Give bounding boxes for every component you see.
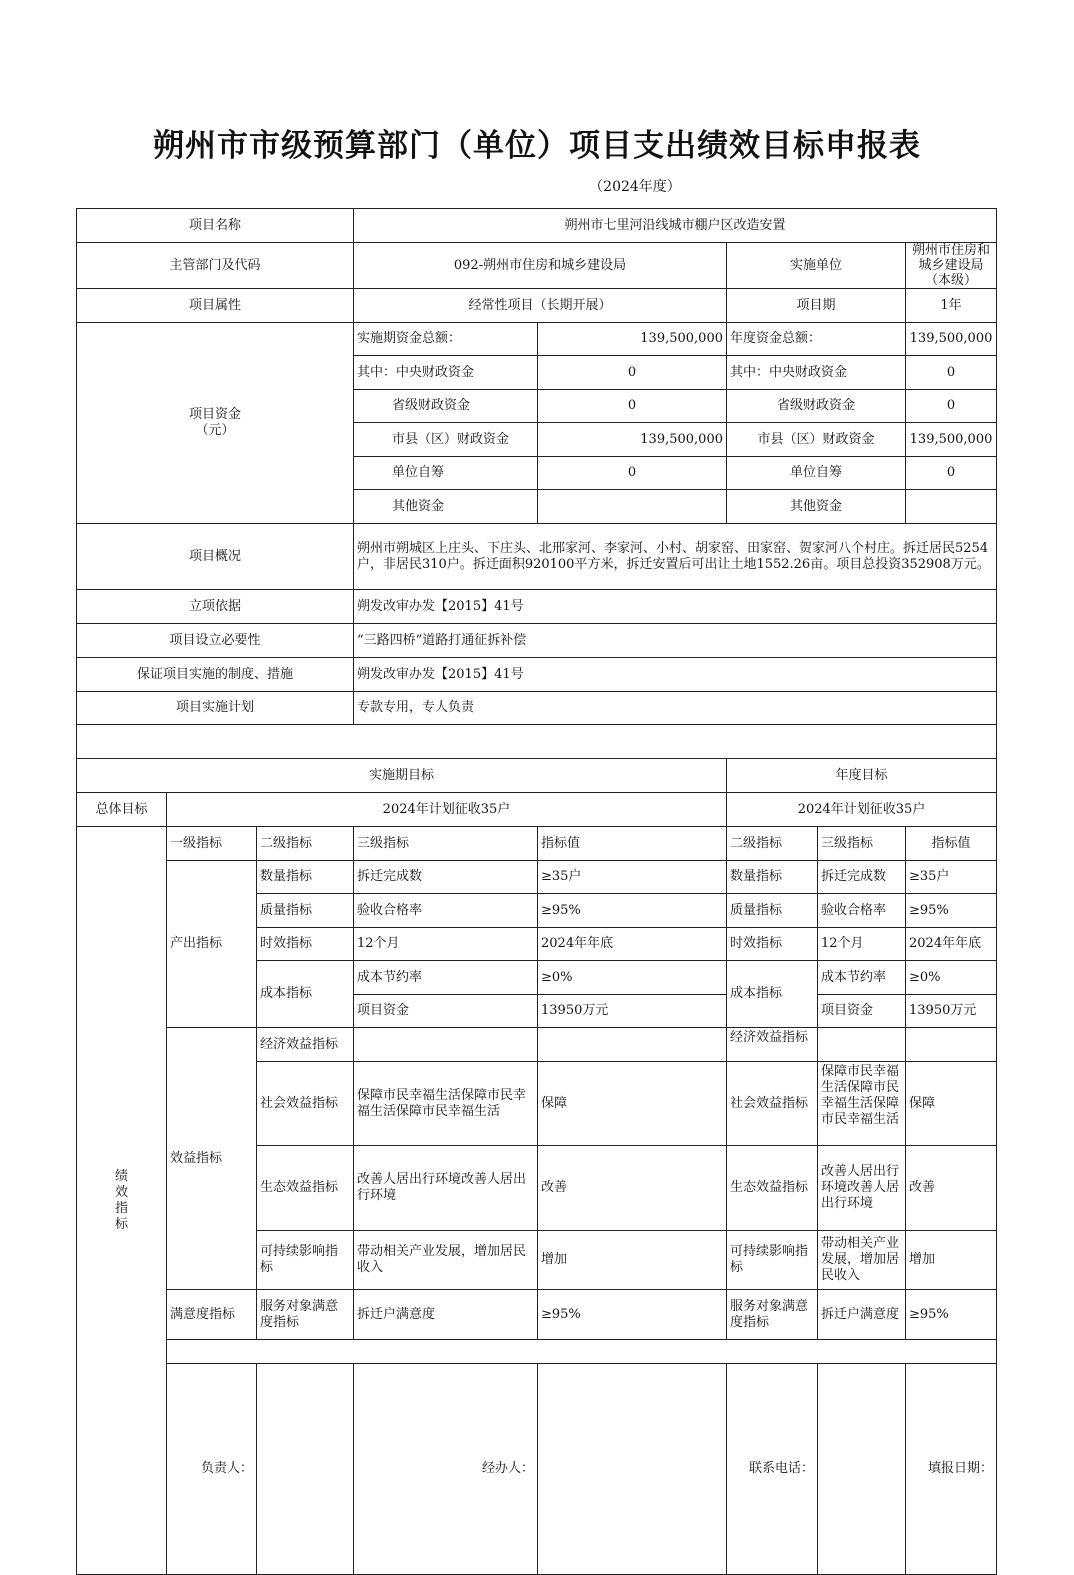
sustainable-l3-annual: 带动相关产业发展，增加居民收入 bbox=[818, 1231, 906, 1290]
basis-text: 朔发改审办发【2015】41号 bbox=[354, 590, 997, 624]
timeliness-l3: 12个月 bbox=[354, 928, 538, 961]
necessity-text: “三路四桥”道路打通征拆补偿 bbox=[354, 624, 997, 658]
sustainable-l2-annual: 可持续影响指标 bbox=[727, 1231, 818, 1290]
project-attribute-value: 经常性项目（长期开展） bbox=[354, 289, 727, 323]
social-value-annual: 保障 bbox=[906, 1062, 997, 1146]
necessity-label: 项目设立必要性 bbox=[77, 624, 354, 658]
overall-goal-annual: 2024年计划征收35户 bbox=[727, 793, 997, 827]
project-name-value: 朔州市七里河沿线城市棚户区改造安置 bbox=[354, 209, 997, 243]
implementing-unit-label: 实施单位 bbox=[727, 243, 906, 289]
quality-value-annual: ≥95% bbox=[906, 894, 997, 928]
other-funds-label: 其他资金 bbox=[354, 490, 538, 524]
project-funds-label-line1: 项目资金 bbox=[188, 407, 241, 422]
central-funds-value-annual: 0 bbox=[906, 356, 997, 390]
provincial-funds-label: 省级财政资金 bbox=[354, 390, 538, 423]
implementing-unit-value: 朔州市住房和城乡建设局（本级） bbox=[906, 243, 997, 289]
page-title: 朔州市市级预算部门（单位）项目支出绩效目标申报表 bbox=[153, 128, 921, 164]
quantity-l3-annual: 拆迁完成数 bbox=[818, 861, 906, 894]
ecological-l3-annual: 改善人居出行环境改善人居出行环境 bbox=[818, 1146, 906, 1231]
phone-label: 联系电话： bbox=[727, 1364, 818, 1575]
quantity-l2: 数量指标 bbox=[257, 861, 354, 894]
project-period-value: 1年 bbox=[906, 289, 997, 323]
timeliness-l3-annual: 12个月 bbox=[818, 928, 906, 961]
satisfaction-value: ≥95% bbox=[538, 1290, 727, 1340]
satisfaction-value-annual: ≥95% bbox=[906, 1290, 997, 1340]
quality-l3-annual: 验收合格率 bbox=[818, 894, 906, 928]
measures-label: 保证项目实施的制度、措施 bbox=[77, 658, 354, 692]
overall-goal-impl: 2024年计划征收35户 bbox=[167, 793, 727, 827]
cost-l2: 成本指标 bbox=[257, 961, 354, 1028]
header-value-annual: 指标值 bbox=[906, 827, 997, 861]
basis-label: 立项依据 bbox=[77, 590, 354, 624]
city-funds-label-annual: 市县（区）财政资金 bbox=[727, 423, 906, 457]
header-level2-annual: 二级指标 bbox=[727, 827, 818, 861]
handler-value bbox=[538, 1364, 727, 1575]
satisfaction-indicator-label: 满意度指标 bbox=[167, 1290, 257, 1340]
total-funds-label: 实施期资金总额： bbox=[354, 323, 538, 356]
city-funds-value: 139,500,000 bbox=[538, 423, 727, 457]
project-funds-label-line2: （元） bbox=[195, 423, 235, 438]
annual-goal-header: 年度目标 bbox=[727, 759, 997, 793]
provincial-funds-value: 0 bbox=[538, 390, 727, 423]
project-funds-value: 13950万元 bbox=[538, 995, 727, 1028]
plan-label: 项目实施计划 bbox=[77, 692, 354, 725]
department-value: 092-朔州市住房和城乡建设局 bbox=[354, 243, 727, 289]
quality-l3: 验收合格率 bbox=[354, 894, 538, 928]
quality-l2: 质量指标 bbox=[257, 894, 354, 928]
quality-value: ≥95% bbox=[538, 894, 727, 928]
responsible-label: 负责人： bbox=[167, 1364, 257, 1575]
project-funds-value-annual: 13950万元 bbox=[906, 995, 997, 1028]
economic-l3 bbox=[354, 1028, 538, 1062]
date-label: 填报日期： bbox=[906, 1364, 997, 1575]
header-level3: 三级指标 bbox=[354, 827, 538, 861]
project-funds-label bbox=[77, 323, 354, 524]
quality-l2-annual: 质量指标 bbox=[727, 894, 818, 928]
project-name-label: 项目名称 bbox=[77, 209, 354, 243]
cost-saving-value-annual: ≥0% bbox=[906, 961, 997, 995]
report-year: （2024年度） bbox=[589, 179, 681, 195]
economic-l2: 经济效益指标 bbox=[257, 1028, 354, 1062]
ecological-value-annual: 改善 bbox=[906, 1146, 997, 1231]
header-level3-annual: 三级指标 bbox=[818, 827, 906, 861]
sustainable-value-annual: 增加 bbox=[906, 1231, 997, 1290]
economic-l2-annual: 经济效益指标 bbox=[727, 1028, 818, 1062]
department-label: 主管部门及代码 bbox=[77, 243, 354, 289]
economic-value bbox=[538, 1028, 727, 1062]
blank-row bbox=[77, 725, 997, 759]
other-funds-value bbox=[538, 490, 727, 524]
overview-label: 项目概况 bbox=[77, 524, 354, 590]
central-funds-label: 其中：中央财政资金 bbox=[354, 356, 538, 390]
satisfaction-l2-annual: 服务对象满意度指标 bbox=[727, 1290, 818, 1340]
project-funds-l3-annual: 项目资金 bbox=[818, 995, 906, 1028]
self-funds-label-annual: 单位自筹 bbox=[727, 457, 906, 490]
total-funds-value: 139,500,000 bbox=[538, 323, 727, 356]
annual-funds-label: 年度资金总额： bbox=[727, 323, 906, 356]
central-funds-label-annual: 其中：中央财政资金 bbox=[727, 356, 906, 390]
performance-target-table bbox=[76, 208, 997, 1575]
ecological-l3: 改善人居出行环境改善人居出行环境 bbox=[354, 1146, 538, 1231]
satisfaction-l3-annual: 拆迁户满意度 bbox=[818, 1290, 906, 1340]
performance-indicators-label: 绩 效 指 标 bbox=[77, 827, 167, 1575]
social-l3-annual: 保障市民幸福生活保障市民幸福生活保障市民幸福生活 bbox=[818, 1062, 906, 1146]
project-funds-l3: 项目资金 bbox=[354, 995, 538, 1028]
phone-value bbox=[818, 1364, 906, 1575]
provincial-funds-label-annual: 省级财政资金 bbox=[727, 390, 906, 423]
cost-l2-annual: 成本指标 bbox=[727, 961, 818, 1028]
self-funds-value: 0 bbox=[538, 457, 727, 490]
social-l2-annual: 社会效益指标 bbox=[727, 1062, 818, 1146]
handler-label: 经办人： bbox=[354, 1364, 538, 1575]
other-funds-value-annual bbox=[906, 490, 997, 524]
central-funds-value: 0 bbox=[538, 356, 727, 390]
provincial-funds-value-annual: 0 bbox=[906, 390, 997, 423]
social-value: 保障 bbox=[538, 1062, 727, 1146]
social-l3: 保障市民幸福生活保障市民幸福生活保障市民幸福生活 bbox=[354, 1062, 538, 1146]
sustainable-l2: 可持续影响指标 bbox=[257, 1231, 354, 1290]
self-funds-value-annual: 0 bbox=[906, 457, 997, 490]
project-period-label: 项目期 bbox=[727, 289, 906, 323]
overall-goal-label: 总体目标 bbox=[77, 793, 167, 827]
benefit-indicator-label: 效益指标 bbox=[167, 1028, 257, 1290]
other-funds-label-annual: 其他资金 bbox=[727, 490, 906, 524]
economic-l3-annual bbox=[818, 1028, 906, 1062]
quantity-value: ≥35户 bbox=[538, 861, 727, 894]
plan-text: 专款专用，专人负责 bbox=[354, 692, 997, 725]
ecological-value: 改善 bbox=[538, 1146, 727, 1231]
self-funds-label: 单位自筹 bbox=[354, 457, 538, 490]
sustainable-value: 增加 bbox=[538, 1231, 727, 1290]
economic-value-annual bbox=[906, 1028, 997, 1062]
timeliness-value-annual: 2024年年底 bbox=[906, 928, 997, 961]
blank-row-2 bbox=[167, 1340, 997, 1364]
quantity-l3: 拆迁完成数 bbox=[354, 861, 538, 894]
overview-text: 朔州市朔城区上庄头、下庄头、北邢家河、李家河、小村、胡家窑、田家窑、贺家河八个村庄。拆迁居民5254户，非居民310户。拆迁面积920100平方米，拆迁安置后可出让土地1552.26亩。项目总投资352908万元。 bbox=[354, 524, 997, 590]
social-l2: 社会效益指标 bbox=[257, 1062, 354, 1146]
quantity-value-annual: ≥35户 bbox=[906, 861, 997, 894]
city-funds-value-annual: 139,500,000 bbox=[906, 423, 997, 457]
timeliness-l2-annual: 时效指标 bbox=[727, 928, 818, 961]
output-indicator-label: 产出指标 bbox=[167, 861, 257, 1028]
cost-saving-l3-annual: 成本节约率 bbox=[818, 961, 906, 995]
header-level1: 一级指标 bbox=[167, 827, 257, 861]
timeliness-l2: 时效指标 bbox=[257, 928, 354, 961]
sustainable-l3: 带动相关产业发展，增加居民收入 bbox=[354, 1231, 538, 1290]
header-level2: 二级指标 bbox=[257, 827, 354, 861]
ecological-l2: 生态效益指标 bbox=[257, 1146, 354, 1231]
ecological-l2-annual: 生态效益指标 bbox=[727, 1146, 818, 1231]
annual-funds-value: 139,500,000 bbox=[906, 323, 997, 356]
quantity-l2-annual: 数量指标 bbox=[727, 861, 818, 894]
cost-saving-value: ≥0% bbox=[538, 961, 727, 995]
header-value: 指标值 bbox=[538, 827, 727, 861]
satisfaction-l3: 拆迁户满意度 bbox=[354, 1290, 538, 1340]
city-funds-label: 市县（区）财政资金 bbox=[354, 423, 538, 457]
satisfaction-l2: 服务对象满意度指标 bbox=[257, 1290, 354, 1340]
timeliness-value: 2024年年底 bbox=[538, 928, 727, 961]
measures-text: 朔发改审办发【2015】41号 bbox=[354, 658, 997, 692]
impl-goal-header: 实施期目标 bbox=[77, 759, 727, 793]
cost-saving-l3: 成本节约率 bbox=[354, 961, 538, 995]
responsible-value bbox=[257, 1364, 354, 1575]
project-attribute-label: 项目属性 bbox=[77, 289, 354, 323]
